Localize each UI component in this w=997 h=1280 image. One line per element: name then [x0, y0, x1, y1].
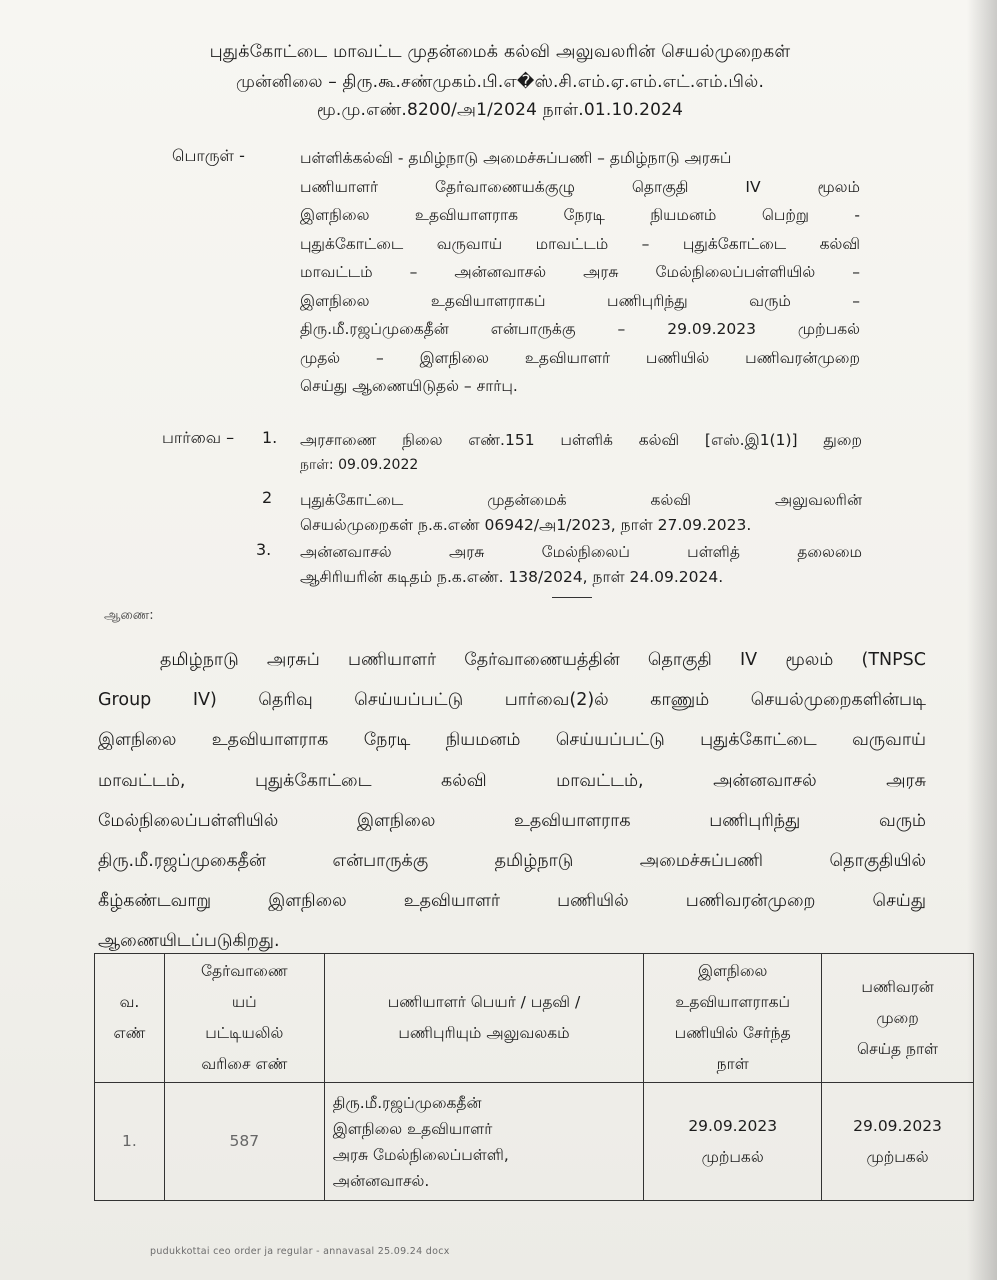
divider: [552, 597, 592, 598]
header-line: முறை: [876, 1008, 919, 1027]
order-paragraph: [98, 640, 926, 962]
reference-line: செயல்முறைகள் ந.க.எண் 06942/அ1/2023, நாள் 27.09.2023.: [300, 516, 752, 534]
order-line: Group IV) தெரிவு செய்யப்பட்டு பார்வை(2)ல் காணும் செயல்முறைகளின்படி: [98, 690, 926, 711]
office-heading: புதுக்கோட்டை மாவட்ட முதன்மைக் கல்வி அலுவலரின் செயல்முறைகள்: [209, 42, 791, 62]
file-path-footer: pudukkottai ceo order ja regular - annavasal 25.09.24 docx: [150, 1246, 450, 1257]
date-line: 29.09.2023: [853, 1116, 942, 1135]
reference-line: புதுக்கோட்டை முதன்மைக் கல்வி அலுவலரின்: [300, 491, 862, 509]
subject-line: பள்ளிக்கல்வி - தமிழ்நாடு அமைச்சுப்பணி – தமிழ்நாடு அரசுப்: [300, 149, 732, 167]
reference-line: அன்னவாசல் அரசு மேல்நிலைப் பள்ளித் தலைமை: [300, 543, 862, 561]
subject-line: திரு.மீ.ரஜப்முகைதீன் என்பாருக்கு – 29.09.2023 முற்பகல்: [300, 320, 860, 338]
header-line: பணியாளர் பெயர் / பதவி /: [387, 993, 581, 1011]
presiding-officer: முன்னிலை – திரு.கூ.சண்முகம்.பி.எ�ஸ்.சி.எம்.ஏ.எம்.எட்.எம்.பில்.: [235, 72, 765, 92]
header-line: உதவியாளராகப்: [675, 993, 791, 1011]
subject-line: செய்து ஆணையிடுதல் – சார்பு.: [300, 377, 518, 395]
references-label: பார்வை –: [162, 428, 235, 447]
reference-number: 2: [262, 488, 273, 507]
subject-text: [300, 144, 860, 401]
subject-line: இளநிலை உதவியாளராக நேரடி நியமனம் பெற்று -: [300, 206, 860, 224]
subject-line: இளநிலை உதவியாளராகப் பணிபுரிந்து வரும் –: [300, 291, 860, 310]
reference-line: நாள்: 09.09.2022: [300, 457, 419, 473]
subject-line: மாவட்டம் – அன்னவாசல் அரசு மேல்நிலைப்பள்ளியில் –: [300, 263, 860, 281]
reference-item: [300, 540, 862, 590]
col-header-sno: [95, 954, 165, 1083]
order-line: மாவட்டம், புதுக்கோட்டை கல்வி மாவட்டம், அன்னவாசல் அரசு: [98, 770, 926, 791]
order-line: ஆணையிடப்படுகிறது.: [98, 931, 280, 952]
employee-line: அரசு மேல்நிலைப்பள்ளி,: [332, 1145, 509, 1164]
cell-join-date: [644, 1083, 822, 1201]
header-line: பட்டியலில்: [205, 1024, 284, 1042]
cell-employee: [324, 1083, 644, 1201]
employee-line: அன்னவாசல்.: [332, 1171, 430, 1190]
order-line: இளநிலை உதவியாளராக நேரடி நியமனம் செய்யப்பட்டு புதுக்கோட்டை வருவாய்: [98, 730, 926, 751]
table-row: [95, 1083, 974, 1201]
col-header-join-date: [644, 954, 822, 1083]
reference-line: ஆசிரியரின் கடிதம் ந.க.எண். 138/2024, நாள் 24.09.2024.: [300, 568, 724, 586]
order-line: மேல்நிலைப்பள்ளியில் இளநிலை உதவியாளராக பணிபுரிந்து வரும்: [98, 810, 926, 831]
header-line: எண்: [113, 1024, 146, 1042]
regularisation-table: [94, 953, 974, 1201]
col-header-regularised-date: [822, 954, 974, 1083]
header-line: பணிவரன்: [861, 977, 934, 996]
header-line: பணியில் சேர்ந்த: [674, 1024, 791, 1042]
reference-number: 1.: [262, 428, 278, 447]
col-header-rank: [164, 954, 324, 1083]
header-line: இளநிலை: [697, 962, 768, 980]
subject-label: பொருள் -: [172, 146, 245, 165]
header-line: தேர்வாணை: [201, 962, 288, 980]
reference-number: 3.: [256, 540, 272, 559]
order-label: ஆணை:: [104, 608, 154, 623]
header-line: வரிசை எண்: [201, 1055, 288, 1073]
header-line: பணிபுரியும் அலுவலகம்: [398, 1024, 570, 1042]
order-number-date: மூ.மு.எண்.8200/அ1/2024 நாள்.01.10.2024: [316, 100, 684, 120]
header-line: நாள்: [716, 1055, 749, 1073]
subject-line: பணியாளர் தேர்வாணையக்குழு தொகுதி IV மூலம்: [300, 177, 860, 196]
header-line: செய்த நாள்: [857, 1039, 939, 1058]
col-header-employee: [324, 954, 644, 1083]
reference-line: அரசாணை நிலை எண்.151 பள்ளிக் கல்வி [எஸ்.இ1(1)] துறை: [300, 431, 862, 449]
order-line: தமிழ்நாடு அரசுப் பணியாளர் தேர்வாணையத்தின் தொகுதி IV மூலம் (TNPSC: [160, 650, 926, 670]
subject-line: முதல் – இளநிலை உதவியாளர் பணியில் பணிவரன்முறை: [300, 348, 860, 367]
date-line: 29.09.2023: [688, 1116, 778, 1135]
subject-line: புதுக்கோட்டை வருவாய் மாவட்டம் – புதுக்கோட்டை கல்வி: [300, 234, 860, 253]
order-line: கீழ்கண்டவாறு இளநிலை உதவியாளர் பணியில் பணிவரன்முறை செய்து: [98, 891, 926, 912]
cell-regularised-date: [822, 1083, 974, 1201]
cell-sno: 1.: [95, 1083, 165, 1201]
date-line: முற்பகல்: [701, 1147, 764, 1166]
table-header-row: [95, 954, 974, 1083]
date-line: முற்பகல்: [866, 1147, 929, 1166]
employee-line: இளநிலை உதவியாளர்: [332, 1119, 493, 1138]
reference-item: [300, 488, 862, 538]
header-line: யப்: [231, 993, 257, 1011]
cell-rank: 587: [164, 1083, 324, 1201]
reference-item: [300, 428, 862, 478]
order-line: திரு.மீ.ரஜப்முகைதீன் என்பாருக்கு தமிழ்நாடு அமைச்சுப்பணி தொகுதியில்: [98, 851, 926, 872]
employee-line: திரு.மீ.ரஜப்முகைதீன்: [332, 1093, 482, 1112]
header-line: வ.: [119, 993, 140, 1011]
